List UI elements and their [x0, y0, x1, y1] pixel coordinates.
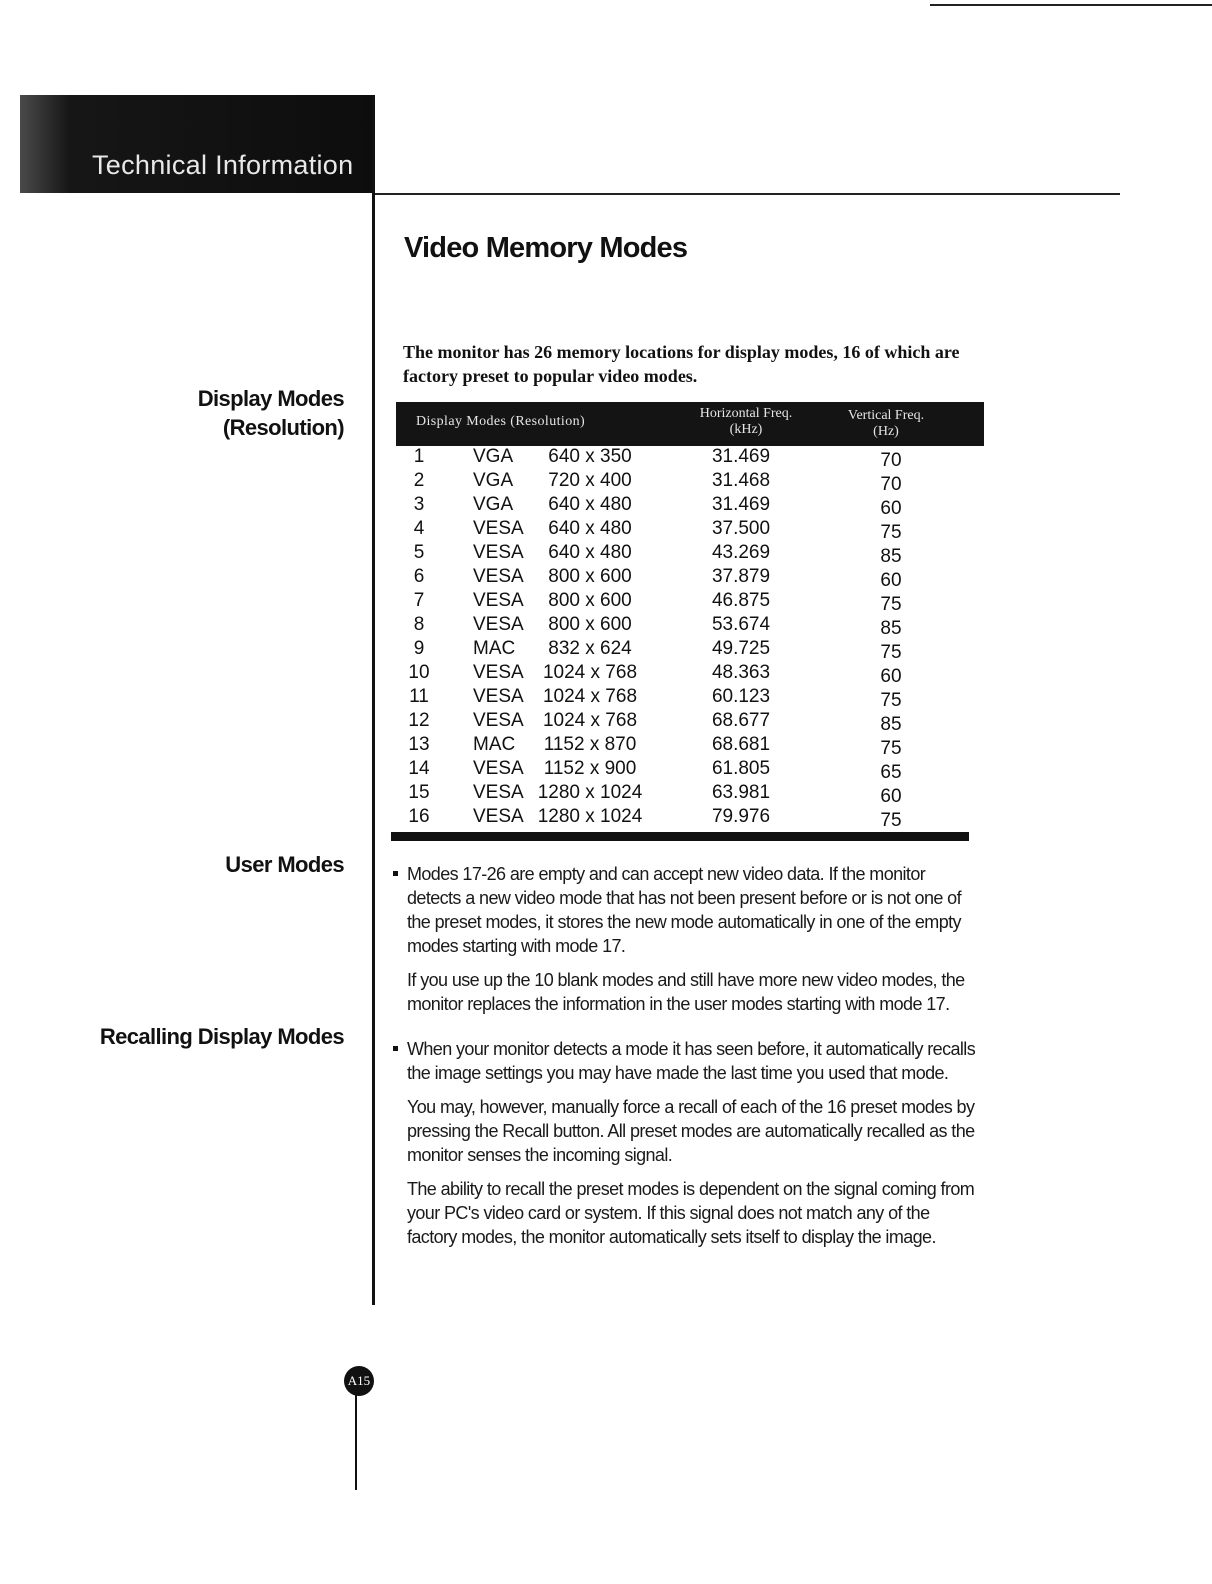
table-row — [396, 734, 984, 758]
horizontal-freq-value: 31.468 — [711, 470, 771, 491]
table-row — [396, 542, 984, 566]
table-row — [396, 590, 984, 614]
mode-standard: VESA — [473, 806, 524, 827]
horizontal-freq-value: 37.500 — [711, 518, 771, 539]
horizontal-freq-value: 60.123 — [711, 686, 771, 707]
horizontal-freq-value: 48.363 — [711, 662, 771, 683]
table-row — [396, 614, 984, 638]
mode-resolution: 640 x 480 — [548, 518, 632, 539]
horizontal-freq-value: 68.681 — [711, 734, 771, 755]
mode-standard: MAC — [473, 734, 516, 755]
mode-standard: VGA — [473, 494, 514, 515]
table-row — [396, 566, 984, 590]
horizontal-freq-value: 53.674 — [711, 614, 771, 635]
vertical-freq-value: 70 — [880, 450, 902, 471]
mode-number: 6 — [413, 566, 425, 587]
page-number-badge: A15 — [344, 1366, 374, 1396]
mode-number: 12 — [408, 710, 430, 731]
vertical-freq-value: 60 — [880, 786, 902, 807]
mode-standard: VESA — [473, 590, 524, 611]
vertical-freq-value: 75 — [880, 690, 902, 711]
header-vfreq-label: Vertical Freq. — [847, 408, 925, 423]
mode-standard: VGA — [473, 446, 514, 467]
mode-resolution: 640 x 480 — [548, 494, 632, 515]
mode-standard: VESA — [473, 662, 524, 683]
mode-resolution: 1152 x 900 — [543, 758, 637, 779]
mode-resolution: 800 x 600 — [548, 614, 632, 635]
vertical-freq-value: 65 — [880, 762, 902, 783]
mode-resolution: 1280 x 1024 — [537, 782, 643, 803]
header-horizontal-freq — [671, 406, 821, 438]
mode-number: 1 — [413, 446, 425, 467]
mode-resolution: 1024 x 768 — [542, 710, 638, 731]
table-row — [396, 518, 984, 542]
mode-number: 2 — [413, 470, 425, 491]
vertical-freq-value: 75 — [880, 642, 902, 663]
mode-resolution: 720 x 400 — [548, 470, 632, 491]
section-header-title: Technical Information — [92, 150, 354, 180]
mode-resolution: 640 x 480 — [548, 542, 632, 563]
vertical-freq-value: 85 — [880, 546, 902, 567]
side-label-recalling: Recalling Display Modes — [99, 1024, 344, 1049]
mode-resolution: 800 x 600 — [548, 566, 632, 587]
mode-number: 8 — [413, 614, 425, 635]
vertical-freq-value: 60 — [880, 666, 902, 687]
user-modes-section — [407, 862, 979, 1026]
mode-number: 4 — [413, 518, 425, 539]
mode-standard: VESA — [473, 566, 524, 587]
mode-number: 7 — [413, 590, 425, 611]
header-horizontal-rule — [375, 193, 1120, 195]
vertical-freq-value: 75 — [880, 810, 902, 831]
mode-number: 15 — [408, 782, 430, 803]
vertical-freq-value: 60 — [880, 498, 902, 519]
recalling-paragraph-3: The ability to recall the preset modes is dependent on the signal coming from your PC's video card or system. If this signal does not match any of the factory modes, the monitor automatically sets itself to display the image. — [407, 1179, 975, 1247]
mode-standard: VESA — [473, 518, 524, 539]
mode-standard: VESA — [473, 542, 524, 563]
header-hfreq-label: Horizontal Freq. — [699, 406, 793, 421]
table-row — [396, 806, 984, 830]
top-edge-rule — [930, 4, 1212, 6]
vertical-freq-value: 85 — [880, 714, 902, 735]
table-bottom-rule — [391, 832, 969, 841]
recalling-section — [407, 1037, 979, 1259]
mode-number: 3 — [413, 494, 425, 515]
mode-resolution: 832 x 624 — [548, 638, 632, 659]
page-title: Video Memory Modes — [404, 232, 688, 264]
header-display-modes: Display Modes (Resolution) — [416, 414, 586, 429]
mode-number: 16 — [408, 806, 430, 827]
table-row — [396, 758, 984, 782]
mode-number: 13 — [408, 734, 430, 755]
horizontal-freq-value: 68.677 — [711, 710, 771, 731]
horizontal-freq-value: 63.981 — [711, 782, 771, 803]
mode-number: 14 — [408, 758, 430, 779]
mode-standard: VESA — [473, 686, 524, 707]
margin-vertical-rule — [372, 95, 375, 1305]
table-row — [396, 710, 984, 734]
horizontal-freq-value: 79.976 — [711, 806, 771, 827]
intro-paragraph: The monitor has 26 memory locations for display modes, 16 of which are factory preset to popular video modes. — [403, 342, 960, 386]
user-modes-paragraph-2: If you use up the 10 blank modes and still have more new video modes, the monitor replaces the information in the user modes starting with mode 17. — [407, 970, 965, 1014]
recalling-paragraph-1: When your monitor detects a mode it has seen before, it automatically recalls the image settings you may have made the last time you used that mode. — [407, 1039, 976, 1083]
side-label-display-modes — [198, 384, 344, 442]
table-row — [396, 638, 984, 662]
bullet-icon — [393, 1046, 398, 1051]
mode-number: 10 — [408, 662, 430, 683]
mode-standard: VESA — [473, 614, 524, 635]
table-row — [396, 470, 984, 494]
mode-resolution: 640 x 350 — [548, 446, 632, 467]
horizontal-freq-value: 49.725 — [711, 638, 771, 659]
header-hfreq-unit: (kHz) — [729, 422, 763, 437]
table-row — [396, 494, 984, 518]
vertical-freq-value: 75 — [880, 594, 902, 615]
side-label-user-modes: User Modes — [225, 852, 344, 877]
mode-resolution: 800 x 600 — [548, 590, 632, 611]
vertical-freq-value: 75 — [880, 522, 902, 543]
mode-standard: VESA — [473, 758, 524, 779]
mode-standard: VGA — [473, 470, 514, 491]
mode-number: 9 — [413, 638, 425, 659]
mode-number: 11 — [409, 686, 429, 707]
mode-resolution: 1024 x 768 — [542, 686, 638, 707]
horizontal-freq-value: 46.875 — [711, 590, 771, 611]
vertical-freq-value: 85 — [880, 618, 902, 639]
table-row — [396, 686, 984, 710]
vertical-freq-value: 60 — [880, 570, 902, 591]
horizontal-freq-value: 43.269 — [711, 542, 771, 563]
horizontal-freq-value: 31.469 — [711, 446, 771, 467]
bullet-icon — [393, 871, 398, 876]
mode-standard: VESA — [473, 710, 524, 731]
user-modes-paragraph-1: Modes 17-26 are empty and can accept new video data. If the monitor detects a new video mode that has not been present before or is not one of the preset modes, it stores the new mode automatically in one of the empty modes starting with mode 17. — [407, 864, 961, 956]
vertical-freq-value: 75 — [880, 738, 902, 759]
mode-resolution: 1024 x 768 — [542, 662, 638, 683]
mode-standard: VESA — [473, 782, 524, 803]
mode-resolution: 1152 x 870 — [543, 734, 637, 755]
header-vfreq-unit: (Hz) — [873, 424, 899, 439]
horizontal-freq-value: 37.879 — [711, 566, 771, 587]
header-vertical-freq — [821, 408, 951, 440]
mode-number: 5 — [413, 542, 425, 563]
margin-vertical-rule-lower — [355, 1395, 357, 1490]
side-label-display-modes-line2: (Resolution) — [222, 415, 344, 440]
modes-table-body — [396, 446, 984, 830]
table-row — [396, 782, 984, 806]
modes-table-header — [396, 402, 984, 446]
recalling-paragraph-2: You may, however, manually force a recall of each of the 16 preset modes by pressing the Recall button. All preset modes are automatically recalled as the monitor senses the incoming signal. — [407, 1097, 975, 1165]
horizontal-freq-value: 61.805 — [711, 758, 771, 779]
mode-standard: MAC — [473, 638, 516, 659]
side-label-display-modes-line1: Display Modes — [197, 386, 344, 411]
vertical-freq-value: 70 — [880, 474, 902, 495]
table-row — [396, 446, 984, 470]
mode-resolution: 1280 x 1024 — [537, 806, 643, 827]
horizontal-freq-value: 31.469 — [711, 494, 771, 515]
table-row — [396, 662, 984, 686]
